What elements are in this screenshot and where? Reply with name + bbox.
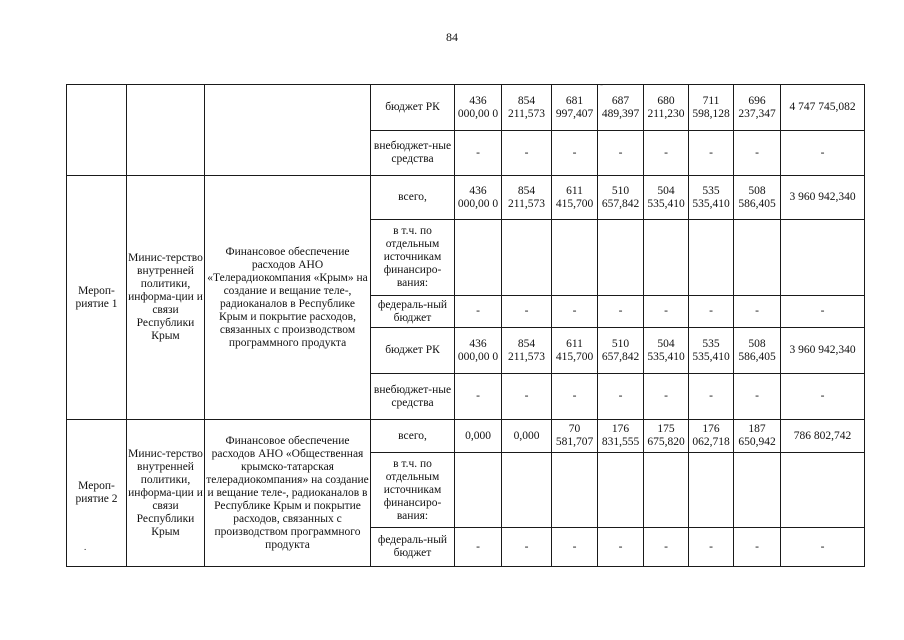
- org-cell: Минис-терство внутренней политики, информа-ции и связи Республики Крым: [127, 176, 205, 420]
- value-cell: 0,000: [455, 420, 502, 453]
- source-label: федераль-ный бюджет: [371, 296, 455, 328]
- value-cell: [644, 453, 689, 528]
- total-cell: -: [781, 528, 865, 567]
- value-cell: -: [552, 528, 598, 567]
- value-cell: 175 675,820: [644, 420, 689, 453]
- total-cell: 786 802,742: [781, 420, 865, 453]
- value-cell: -: [689, 296, 734, 328]
- value-cell: -: [455, 528, 502, 567]
- source-label: всего,: [371, 420, 455, 453]
- value-cell: [689, 453, 734, 528]
- value-cell: [502, 220, 552, 296]
- value-cell: 187 650,942: [734, 420, 781, 453]
- value-cell: -: [689, 528, 734, 567]
- value-cell: -: [552, 131, 598, 176]
- value-cell: -: [734, 528, 781, 567]
- source-label: федераль-ный бюджет: [371, 528, 455, 567]
- value-cell: 854 211,573: [502, 176, 552, 220]
- total-cell: 3 960 942,340: [781, 176, 865, 220]
- value-cell: 535 535,410: [689, 176, 734, 220]
- value-cell: [734, 453, 781, 528]
- value-cell: -: [734, 296, 781, 328]
- value-cell: -: [552, 374, 598, 420]
- page-number: 84: [446, 30, 458, 44]
- value-cell: 711 598,128: [689, 85, 734, 131]
- value-cell: 680 211,230: [644, 85, 689, 131]
- value-cell: -: [734, 374, 781, 420]
- value-cell: [552, 453, 598, 528]
- source-label: бюджет РК: [371, 85, 455, 131]
- value-cell: -: [552, 296, 598, 328]
- value-cell: -: [689, 374, 734, 420]
- total-cell: 4 747 745,082: [781, 85, 865, 131]
- value-cell: 436 000,00 0: [455, 328, 502, 374]
- value-cell: 535 535,410: [689, 328, 734, 374]
- value-cell: 508 586,405: [734, 328, 781, 374]
- value-cell: -: [644, 528, 689, 567]
- org-cell: Минис-терство внутренней политики, информа-ции и связи Республики Крым: [127, 420, 205, 567]
- table-row: [67, 420, 865, 453]
- value-cell: 70 581,707: [552, 420, 598, 453]
- value-cell: [455, 453, 502, 528]
- value-cell: -: [644, 374, 689, 420]
- value-cell: -: [598, 528, 644, 567]
- value-cell: 854 211,573: [502, 85, 552, 131]
- value-cell: -: [734, 131, 781, 176]
- value-cell: -: [598, 131, 644, 176]
- value-cell: [502, 453, 552, 528]
- value-cell: 436 000,00 0: [455, 85, 502, 131]
- event-cell-empty: [67, 85, 127, 176]
- desc-cell: Финансовое обеспечение расходов АНО «Общественная крымско-татарская телерадиокомпания» на создание и вещание теле-, радиоканалов в Республике Крым и покрытие расходов, связанных с производством программного продукта: [205, 420, 371, 567]
- total-cell: -: [781, 131, 865, 176]
- value-cell: 854 211,573: [502, 328, 552, 374]
- value-cell: 611 415,700: [552, 176, 598, 220]
- value-cell: 611 415,700: [552, 328, 598, 374]
- value-cell: [689, 220, 734, 296]
- value-cell: 508 586,405: [734, 176, 781, 220]
- value-cell: 510 657,842: [598, 176, 644, 220]
- value-cell: [598, 220, 644, 296]
- value-cell: 504 535,410: [644, 328, 689, 374]
- value-cell: -: [502, 131, 552, 176]
- org-cell-empty: [127, 85, 205, 176]
- value-cell: -: [502, 374, 552, 420]
- source-label: в т.ч. по отдельным источникам финансиро-вания:: [371, 220, 455, 296]
- total-cell: 3 960 942,340: [781, 328, 865, 374]
- total-cell: -: [781, 374, 865, 420]
- value-cell: 176 062,718: [689, 420, 734, 453]
- desc-cell-empty: [205, 85, 371, 176]
- source-label: бюджет РК: [371, 328, 455, 374]
- event-cell: Мероп-риятие 1: [67, 176, 127, 420]
- value-cell: [598, 453, 644, 528]
- value-cell: -: [598, 296, 644, 328]
- source-label: внебюджет-ные средства: [371, 131, 455, 176]
- source-label: внебюджет-ные средства: [371, 374, 455, 420]
- value-cell: [552, 220, 598, 296]
- stray-dot: .: [84, 542, 87, 552]
- value-cell: -: [455, 374, 502, 420]
- value-cell: -: [502, 528, 552, 567]
- value-cell: 510 657,842: [598, 328, 644, 374]
- source-label: всего,: [371, 176, 455, 220]
- value-cell: [455, 220, 502, 296]
- value-cell: 696 237,347: [734, 85, 781, 131]
- total-cell: -: [781, 296, 865, 328]
- value-cell: 0,000: [502, 420, 552, 453]
- value-cell: 687 489,397: [598, 85, 644, 131]
- value-cell: -: [644, 131, 689, 176]
- value-cell: [734, 220, 781, 296]
- table-row: [67, 176, 865, 220]
- event-cell: Мероп-риятие 2: [67, 420, 127, 567]
- value-cell: [644, 220, 689, 296]
- value-cell: 681 997,407: [552, 85, 598, 131]
- value-cell: 436 000,00 0: [455, 176, 502, 220]
- value-cell: 176 831,555: [598, 420, 644, 453]
- budget-table: [66, 84, 865, 567]
- value-cell: -: [689, 131, 734, 176]
- value-cell: -: [644, 296, 689, 328]
- value-cell: -: [598, 374, 644, 420]
- value-cell: -: [455, 131, 502, 176]
- stray-mark: -: [600, 79, 603, 89]
- value-cell: -: [502, 296, 552, 328]
- table-row: [67, 85, 865, 131]
- total-cell: [781, 453, 865, 528]
- value-cell: -: [455, 296, 502, 328]
- desc-cell: Финансовое обеспечение расходов АНО «Телерадиокомпания «Крым» на создание и вещание теле-, радиоканалов в Республике Крым и покрытие расходов, связанных с производством программного продукта: [205, 176, 371, 420]
- source-label: в т.ч. по отдельным источникам финансиро-вания:: [371, 453, 455, 528]
- value-cell: 504 535,410: [644, 176, 689, 220]
- total-cell: [781, 220, 865, 296]
